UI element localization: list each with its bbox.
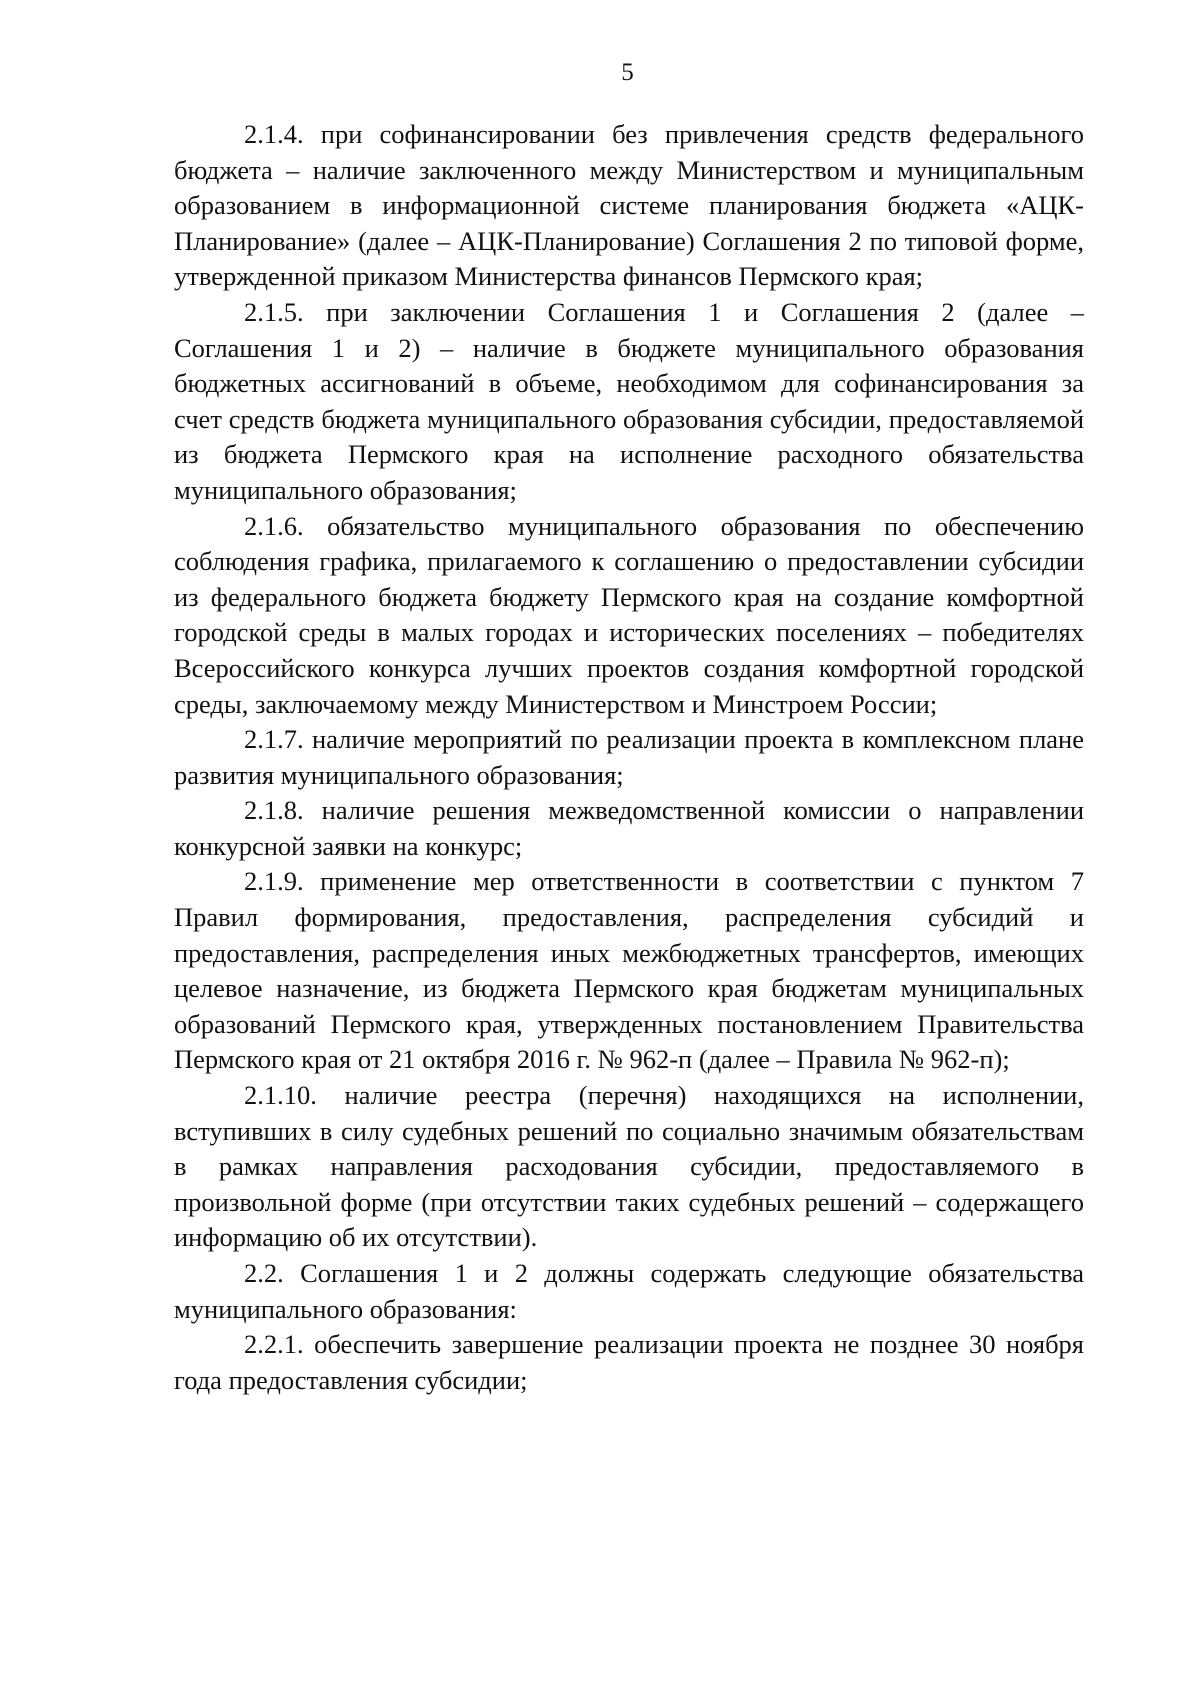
paragraph-2-1-9: 2.1.9. применение мер ответственности в соответствии с пунктом 7 Правил формирования, предоставления, распределения субсидий и предоставления, распределения иных межбюджетных трансфертов, имеющих целевое назначение, из бюджета Пермского края бюджетам муниципальных образований Пермского края, утвержденных постановлением Правительства Пермского края от 21 октября 2016 г. № 962-п (далее – Правила № 962-п);	[174, 866, 1084, 1075]
paragraph-2-1-5: 2.1.5. при заключении Соглашения 1 и Соглашения 2 (далее – Соглашения 1 и 2) – наличие в бюджете муниципального образования бюджетных ассигнований в объеме, необходимом для софинансирования за счет средств бюджета муниципального образования субсидии, предоставляемой из бюджета Пермского края на исполнение расходного обязательства муниципального образования;	[174, 296, 1084, 505]
paragraph-2-1-6: 2.1.6. обязательство муниципального образования по обеспечению соблюдения графика, прилагаемого к соглашению о предоставлении субсидии из федерального бюджета бюджету Пермского края на создание комфортной городской среды в малых городах и исторических поселениях – победителях Всероссийского конкурса лучших проектов создания комфортной городской среды, заключаемому между Министерством и Минстроем России;	[174, 510, 1084, 719]
paragraph-2-2: 2.2. Соглашения 1 и 2 должны содержать следующие обязательства муниципального образования:	[174, 1258, 1084, 1324]
paragraph-2-1-7: 2.1.7. наличие мероприятий по реализации проекта в комплексном плане развития муниципального образования;	[174, 724, 1084, 790]
paragraph-2-1-4: 2.1.4. при софинансировании без привлечения средств федерального бюджета – наличие заключенного между Министерством и муниципальным образованием в информационной системе планирования бюджета «АЦК-Планирование» (далее – АЦК-Планирование) Соглашения 2 по типовой форме, утвержденной приказом Министерства финансов Пермского края;	[174, 119, 1084, 292]
paragraph-2-1-10: 2.1.10. наличие реестра (перечня) находящихся на исполнении, вступивших в силу судебных решений по социально значимым обязательствам в рамках направления расходования субсидии, предоставляемого в произвольной форме (при отсутствии таких судебных решений – содержащего информацию об их отсутствии).	[174, 1080, 1084, 1253]
paragraph-2-2-1: 2.2.1. обеспечить завершение реализации проекта не позднее 30 ноября года предоставления субсидии;	[174, 1329, 1084, 1395]
paragraph-2-1-8: 2.1.8. наличие решения межведомственной комиссии о направлении конкурсной заявки на конкурс;	[174, 795, 1084, 861]
document-body	[174, 117, 1084, 1398]
page-number: 5	[621, 59, 634, 86]
